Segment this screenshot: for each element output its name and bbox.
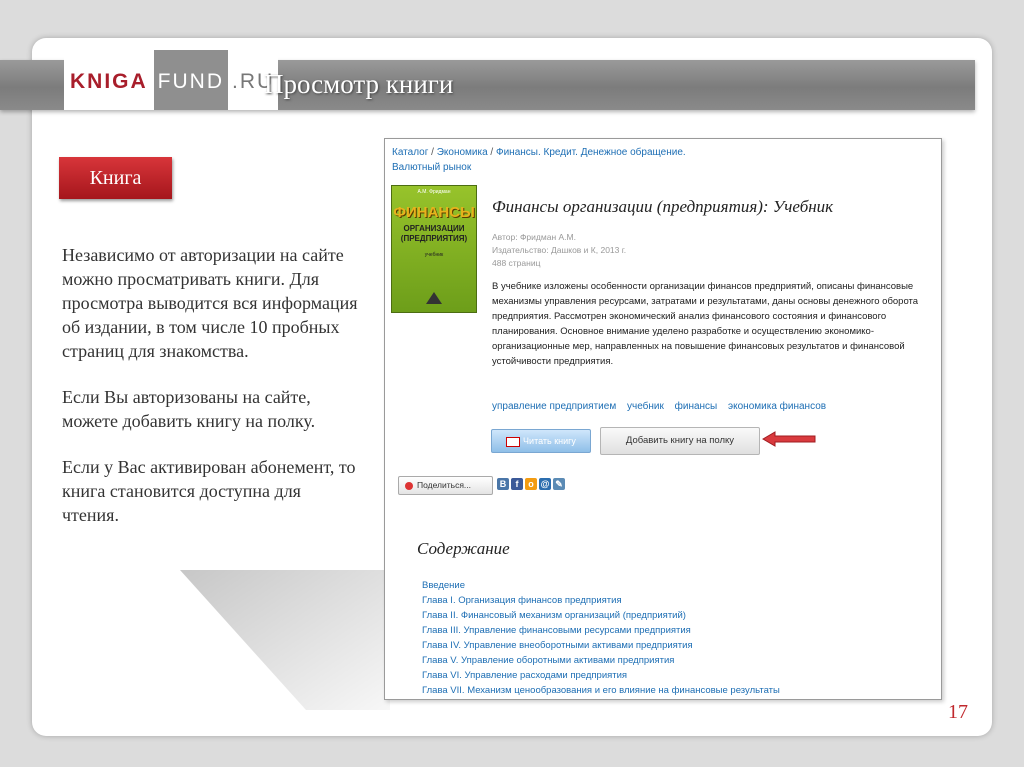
book-icon: [506, 437, 520, 447]
toc-item[interactable]: Введение: [422, 580, 466, 591]
livejournal-icon[interactable]: ✎: [553, 478, 565, 490]
breadcrumb-separator: /: [490, 147, 494, 158]
tag-link[interactable]: экономика финансов: [728, 401, 827, 412]
share-button[interactable]: [398, 476, 493, 495]
facebook-icon[interactable]: f: [511, 478, 523, 490]
vk-icon[interactable]: B: [497, 478, 509, 490]
breadcrumb-economics[interactable]: Экономика: [436, 147, 488, 158]
breadcrumb: [392, 145, 692, 175]
description: [62, 243, 362, 549]
add-to-shelf-button[interactable]: Добавить книгу на полку: [600, 427, 760, 455]
cover-title: ФИНАНСЫ: [393, 204, 475, 221]
toc-item[interactable]: Глава III. Управление финансовыми ресурсами предприятия: [422, 625, 691, 636]
publisher-logo-icon: [426, 292, 442, 304]
book-cover-image[interactable]: [391, 185, 477, 313]
breadcrumb-finance[interactable]: Финансы. Кредит. Денежное обращение. Валютный рынок: [392, 147, 686, 173]
red-arrow-icon: [761, 431, 817, 447]
slide-title: Просмотр книги: [264, 69, 454, 99]
read-book-label: Читать книгу: [523, 436, 576, 446]
cover-subtitle: ОРГАНИЗАЦИИ (ПРЕДПРИЯТИЯ): [400, 224, 468, 243]
cover-author: А.М. Фридман: [417, 189, 451, 195]
logo-part-fund: FUND: [154, 50, 228, 110]
book-annotation: В учебнике изложены особенности организации финансов предприятий, описаны финансовые механизмы управления ресурсами, затратами и результатами, даны основы денежного оборота предприятия. Рассмотрен экономический анализ финансового состояния и финансового планирования. Основное внимание уделено разработке и осуществлению экономико-организационные мер, направленных на повышение финансовых результатов и финансовой устойчивости предприятия.: [492, 281, 919, 367]
social-icons: [497, 478, 565, 490]
read-book-button[interactable]: [491, 429, 591, 453]
share-icon: [405, 482, 413, 490]
tag-list: [492, 401, 834, 412]
book-publisher: Издательство: Дашков и К, 2013 г.: [492, 245, 627, 255]
breadcrumb-separator: /: [431, 147, 434, 158]
toc-item[interactable]: Глава VI. Управление расходами предприятия: [422, 670, 628, 681]
book-title: Финансы организации (предприятия): Учебник: [492, 197, 834, 216]
mailru-icon[interactable]: @: [540, 479, 550, 489]
toc-item[interactable]: Глава VII. Механизм ценообразования и его влияние на финансовые результаты: [422, 685, 780, 696]
odnoklassniki-icon[interactable]: o: [525, 478, 537, 490]
book-author: Автор: Фридман А.М.: [492, 232, 576, 242]
book-meta: [492, 231, 626, 270]
breadcrumb-catalog[interactable]: Каталог: [392, 147, 429, 158]
description-paragraph: Независимо от авторизации на сайте можно просматривать книги. Для просмотра выводится вся информация об издании, в том числе 10 пробных страниц для знакомства.: [62, 245, 358, 361]
logo-part-ru: .RU: [228, 50, 278, 110]
table-of-contents: [422, 578, 780, 698]
tag-link[interactable]: финансы: [674, 401, 718, 412]
site-logo: [64, 50, 278, 110]
book-page-screenshot: [384, 138, 942, 700]
toc-item[interactable]: Глава V. Управление оборотными активами предприятия: [422, 655, 675, 666]
toc-title: Содержание: [417, 539, 510, 558]
logo-part-kniga: KNIGA: [64, 50, 154, 110]
cover-type: учебник: [424, 252, 444, 258]
toc-item[interactable]: Глава IV. Управление внеоборотными активами предприятия: [422, 640, 693, 651]
tag-link[interactable]: учебник: [626, 401, 664, 412]
toc-item[interactable]: Глава I. Организация финансов предприятия: [422, 595, 622, 606]
description-paragraph: Если у Вас активирован абонемент, то книга становится доступна для чтения.: [62, 457, 356, 525]
page-number: 17: [948, 701, 968, 723]
book-pages: 488 страниц: [492, 258, 541, 268]
tag-link[interactable]: управление предприятием: [492, 401, 617, 412]
kniga-button[interactable]: Книга: [59, 157, 172, 199]
share-label: Поделиться...: [417, 480, 472, 490]
toc-item[interactable]: Глава II. Финансовый механизм организаций (предприятий): [422, 610, 686, 621]
description-paragraph: Если Вы авторизованы на сайте, можете добавить книгу на полку.: [62, 387, 316, 431]
